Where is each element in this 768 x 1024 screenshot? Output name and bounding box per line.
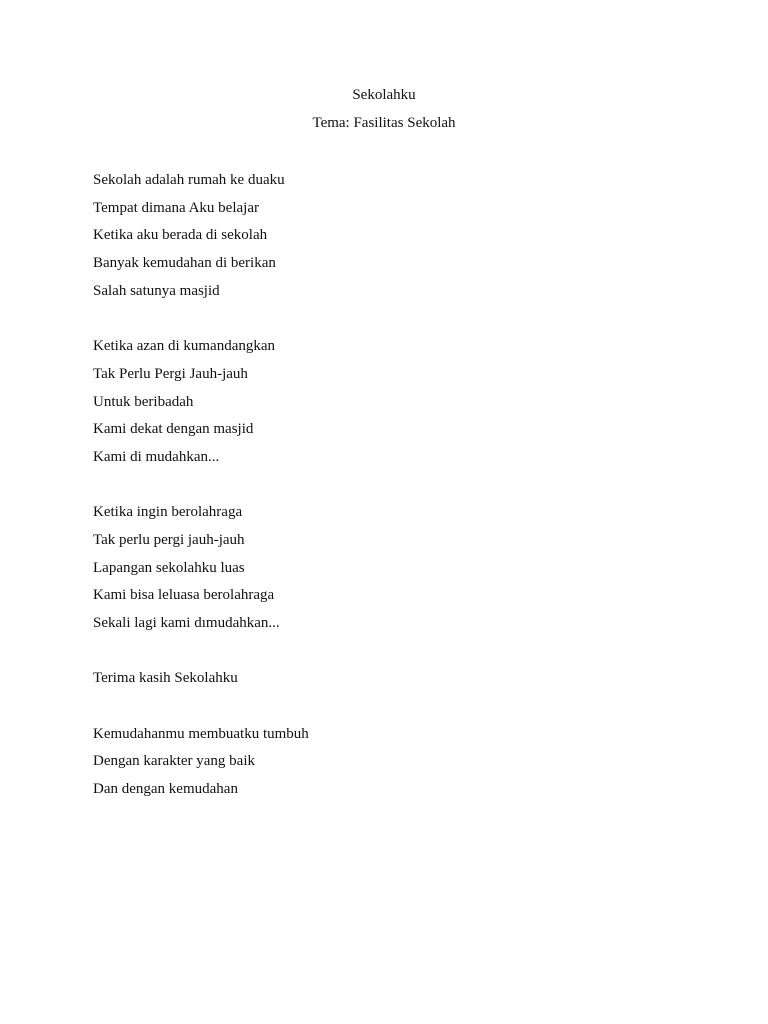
poem-line: Kami dekat dengan masjid bbox=[93, 421, 254, 438]
poem-line: Ketika aku berada di sekolah bbox=[93, 227, 268, 244]
stanza-5 bbox=[93, 725, 309, 808]
poem-line: Tempat dimana Aku belajar bbox=[93, 199, 259, 216]
poem-line: Untuk beribadah bbox=[93, 393, 194, 410]
poem-line: Kami di mudahkan... bbox=[93, 448, 220, 465]
stanza-4 bbox=[93, 669, 309, 697]
stanza-2 bbox=[93, 337, 309, 475]
poem-line: Banyak kemudahan di berikan bbox=[93, 255, 276, 272]
poem-line: Tak Perlu Pergi Jauh-jauh bbox=[93, 365, 248, 382]
poem-line: Sekolah adalah rumah ke duaku bbox=[93, 172, 285, 188]
poem-body bbox=[93, 171, 309, 836]
stanza-3 bbox=[93, 503, 309, 641]
poem-title: Sekolahku bbox=[352, 87, 416, 103]
poem-line: Tak perlu pergi jauh-jauh bbox=[93, 531, 245, 548]
poem-theme: Tema: Fasilitas Sekolah bbox=[312, 115, 456, 131]
poem-line: Sekali lagi kami dımudahkan... bbox=[93, 615, 280, 631]
poem-line: Dan dengan kemudahan bbox=[93, 781, 238, 798]
poem-line: Ketika ingin berolahraga bbox=[93, 504, 243, 521]
poem-line: Ketika azan di kumandangkan bbox=[93, 338, 276, 355]
poem-line: Terima kasih Sekolahku bbox=[93, 670, 238, 687]
poem-line: Dengan karakter yang baik bbox=[93, 753, 256, 770]
poem-line: Lapangan sekolahku luas bbox=[93, 559, 245, 576]
stanza-1 bbox=[93, 171, 309, 309]
poem-line: Salah satunya masjid bbox=[93, 282, 220, 299]
poem-line: Kemudahanmu membuatku tumbuh bbox=[93, 725, 309, 742]
poem-line: Kami bisa leluasa berolahraga bbox=[93, 587, 275, 604]
